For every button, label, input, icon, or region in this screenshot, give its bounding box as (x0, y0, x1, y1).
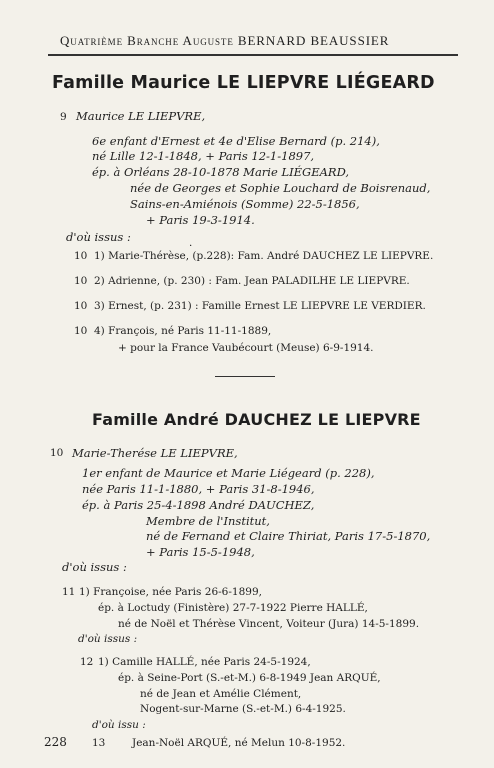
section-title-dauchez: Famille André DAUCHEZ LE LIEPVRE (92, 410, 421, 429)
issue-label: d'où issu : (92, 719, 146, 731)
detail-line: née de Georges et Sophie Louchard de Boisrenaud, (130, 181, 431, 195)
issue-label: d'où issus : (78, 633, 138, 645)
child-number: 10 (74, 325, 88, 337)
child-number: 13 (92, 737, 106, 749)
child-number: 10 (74, 275, 88, 287)
child-entry-continuation: + pour la France Vaubécourt (Meuse) 6-9-1914. (118, 342, 374, 354)
detail-line: ép. à Orléans 28-10-1878 Marie LIÉGEARD, (92, 165, 350, 179)
child-entry: 1) Camille HALLÉ, née Paris 24-5-1924, (98, 656, 311, 668)
entry-number: 10 (50, 447, 64, 459)
header-rule (48, 54, 458, 56)
issue-label: d'où issus : (66, 230, 131, 244)
child-entry: 3) Ernest, (p. 231) : Famille Ernest LE LIEPVRE LE VERDIER. (94, 300, 426, 312)
page-number: 228 (44, 735, 67, 749)
child-entry: Jean-Noël ARQUÉ, né Melun 10-8-1952. (132, 737, 346, 749)
person-name: Maurice LE LIEPVRE, (76, 109, 206, 123)
detail-line: + Paris 19-3-1914. (146, 213, 255, 227)
child-entry-line: Nogent-sur-Marne (S.-et-M.) 6-4-1925. (140, 703, 346, 715)
detail-line: née Paris 11-1-1880, + Paris 31-8-1946, (82, 482, 315, 496)
child-entry: 4) François, né Paris 11-11-1889, (94, 325, 272, 337)
detail-line: Membre de l'Institut, (146, 514, 270, 528)
child-entry: 2) Adrienne, (p. 230) : Fam. Jean PALADILHE LE LIEPVRE. (94, 275, 410, 287)
child-entry-line: né de Jean et Amélie Clément, (140, 688, 302, 700)
child-number: 10 (74, 250, 88, 262)
person-name: Marie-Therése LE LIEPVRE, (72, 446, 238, 460)
detail-line: né Lille 12-1-1848, + Paris 12-1-1897, (92, 149, 315, 163)
child-entry-line: né de Noël et Thérèse Vincent, Voiteur (Jura) 14-5-1899. (118, 618, 420, 630)
dot-mark: · (189, 240, 193, 252)
detail-line: 1er enfant de Maurice et Marie Liégeard (p. 228), (82, 466, 375, 480)
child-number: 10 (74, 300, 88, 312)
child-number: 11 (62, 586, 76, 598)
child-entry-line: ép. à Seine-Port (S.-et-M.) 6-8-1949 Jean ARQUÉ, (118, 672, 381, 684)
section-title-liegeard: Famille Maurice LE LIEPVRE LIÉGEARD (52, 73, 435, 93)
detail-line: ép. à Paris 25-4-1898 André DAUCHEZ, (82, 498, 315, 512)
child-entry: 1) Marie-Thérèse, (p.228): Fam. André DAUCHEZ LE LIEPVRE. (94, 250, 434, 262)
child-entry-line: ép. à Loctudy (Finistère) 27-7-1922 Pierre HALLÉ, (98, 602, 368, 614)
detail-line: + Paris 15-5-1948, (146, 545, 255, 559)
running-header: Quatrième Branche Auguste BERNARD BEAUSSIER (60, 33, 390, 48)
detail-line: né de Fernand et Claire Thiriat, Paris 17-5-1870, (146, 529, 431, 543)
child-number: 12 (80, 656, 94, 668)
child-entry: 1) Françoise, née Paris 26-6-1899, (79, 586, 262, 598)
detail-line: Sains-en-Amiénois (Somme) 22-5-1856, (130, 197, 360, 211)
issue-label: d'où issus : (62, 560, 127, 574)
section-divider (215, 376, 275, 377)
entry-number: 9 (60, 111, 67, 123)
detail-line: 6e enfant d'Ernest et 4e d'Elise Bernard (p. 214), (92, 134, 380, 148)
